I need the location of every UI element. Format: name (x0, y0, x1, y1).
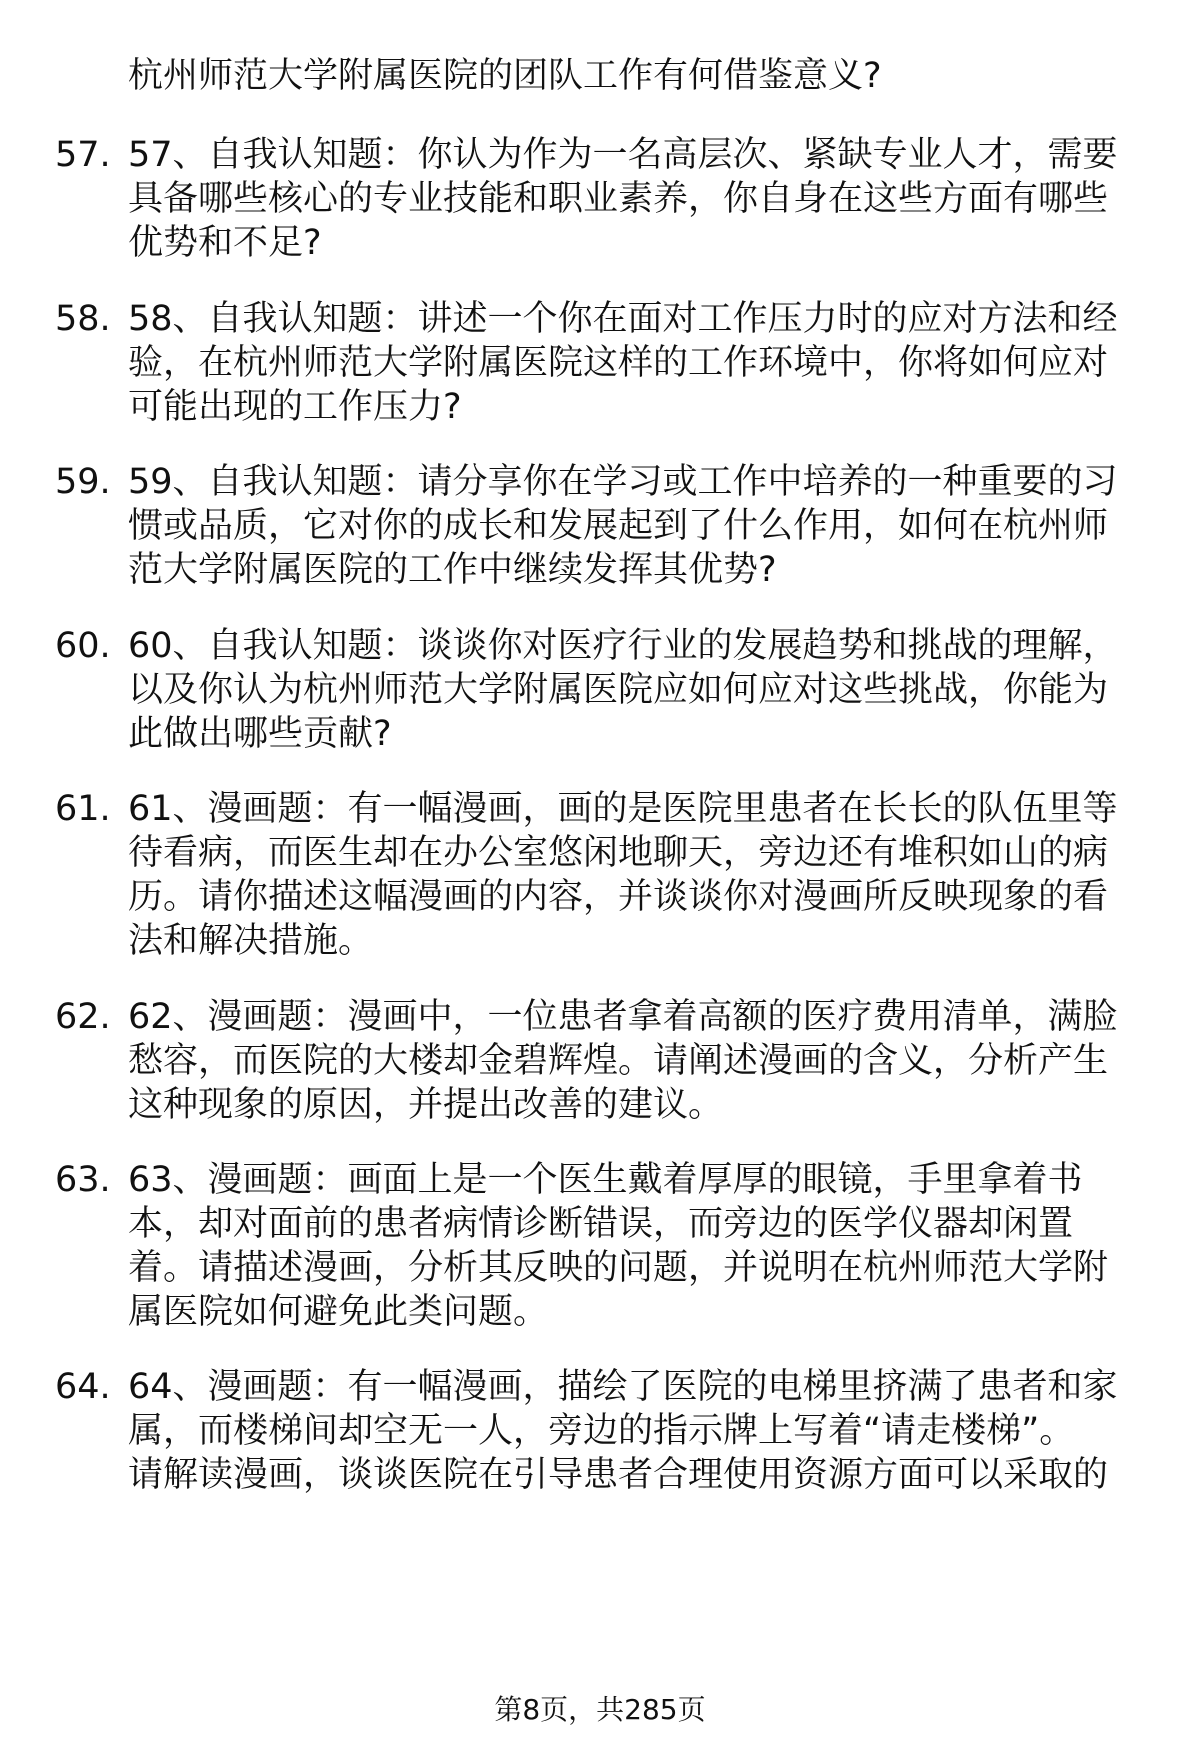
item-line: 具备哪些核心的专业技能和职业素养，你自身在这些方面有哪些 (128, 179, 1109, 219)
item-line: 可能出现的工作压力? (128, 387, 462, 427)
page-footer: 第8页，共285页 (494, 1693, 706, 1726)
item-number: 58. (55, 299, 111, 339)
item-line: 以及你认为杭州师范大学附属医院应如何应对这些挑战，你能为 (128, 670, 1109, 710)
item-number: 57. (55, 135, 111, 175)
item-line: 属，而楼梯间却空无一人，旁边的指示牌上写着“请走楼梯”。 (128, 1411, 1075, 1451)
item-line: 此做出哪些贡献? (128, 714, 392, 754)
item-line: 着。请描述漫画，分析其反映的问题，并说明在杭州师范大学附 (128, 1248, 1109, 1288)
item-line: 63、漫画题：画面上是一个医生戴着厚厚的眼镜，手里拿着书 (128, 1160, 1083, 1200)
item-line: 愁容，而医院的大楼却金碧辉煌。请阐述漫画的含义，分析产生 (128, 1041, 1109, 1081)
item-number: 64. (55, 1367, 111, 1407)
item-number: 61. (55, 789, 111, 829)
item-line: 62、漫画题：漫画中，一位患者拿着高额的医疗费用清单，满脸 (128, 997, 1118, 1037)
item-line: 57、自我认知题：你认为作为一名高层次、紧缺专业人才，需要 (128, 135, 1118, 175)
item-line: 惯或品质，它对你的成长和发展起到了什么作用，如何在杭州师 (128, 506, 1109, 546)
item-line: 64、漫画题：有一幅漫画，描绘了医院的电梯里挤满了患者和家 (128, 1367, 1118, 1407)
item-line: 范大学附属医院的工作中继续发挥其优势? (128, 550, 777, 590)
item-line: 优势和不足? (128, 223, 322, 263)
item-line: 本，却对面前的患者病情诊断错误，而旁边的医学仪器却闲置 (128, 1204, 1074, 1244)
item-line: 历。请你描述这幅漫画的内容，并谈谈你对漫画所反映现象的看 (128, 877, 1109, 917)
item-line: 这种现象的原因，并提出改善的建议。 (128, 1085, 724, 1125)
item-line: 58、自我认知题：讲述一个你在面对工作压力时的应对方法和经 (128, 299, 1118, 339)
item-number: 59. (55, 462, 111, 502)
item-line: 59、自我认知题：请分享你在学习或工作中培养的一种重要的习 (128, 462, 1118, 502)
item-number: 60. (55, 626, 111, 666)
item-number: 63. (55, 1160, 111, 1200)
item-line: 请解读漫画，谈谈医院在引导患者合理使用资源方面可以采取的 (128, 1455, 1109, 1495)
lead-line: 杭州师范大学附属医院的团队工作有何借鉴意义? (128, 56, 882, 96)
item-line: 待看病，而医生却在办公室悠闲地聊天，旁边还有堆积如山的病 (128, 833, 1109, 873)
item-number: 62. (55, 997, 111, 1037)
item-line: 60、自我认知题：谈谈你对医疗行业的发展趋势和挑战的理解， (128, 626, 1118, 666)
item-line: 法和解决措施。 (128, 921, 374, 961)
item-line: 验，在杭州师范大学附属医院这样的工作环境中，你将如何应对 (128, 343, 1109, 383)
item-line: 61、漫画题：有一幅漫画，画的是医院里患者在长长的队伍里等 (128, 789, 1118, 829)
item-line: 属医院如何避免此类问题。 (128, 1292, 549, 1332)
